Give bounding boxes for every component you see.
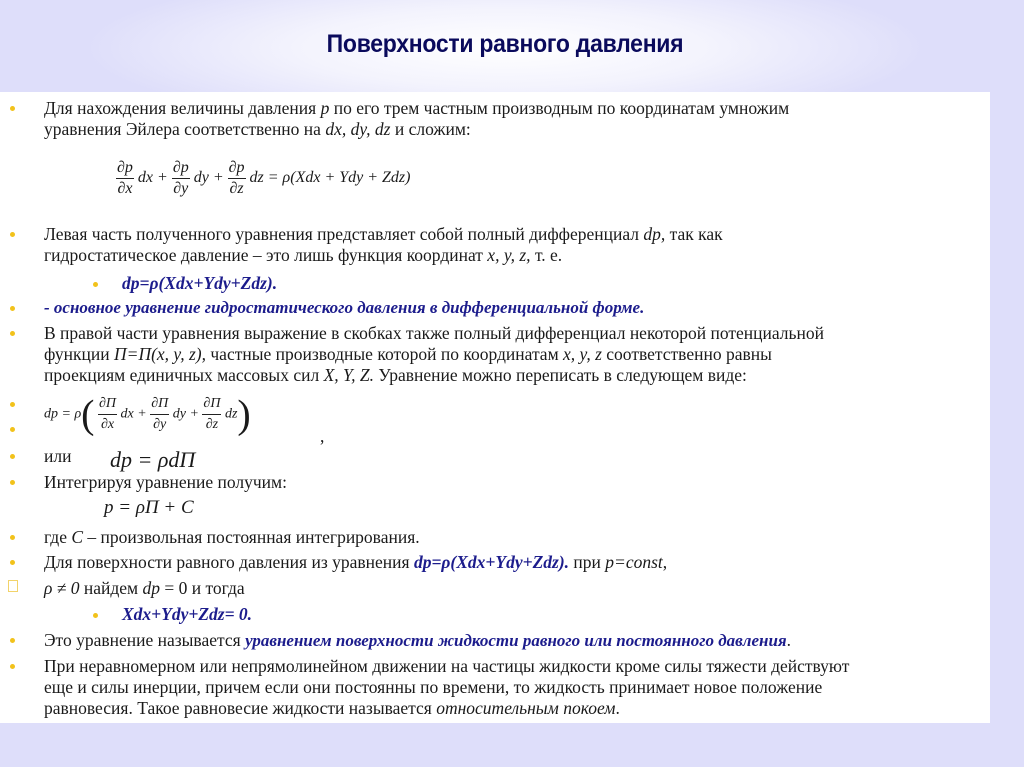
sub-bullet-icon — [93, 613, 98, 618]
text: и сложим: — [390, 119, 471, 139]
bullet-icon — [10, 454, 15, 459]
text: т. е. — [530, 245, 563, 265]
text: . — [615, 698, 620, 718]
text: проекциям единичных массовых сил — [44, 365, 324, 385]
term: dx + — [120, 406, 147, 422]
frac-den: ∂z — [229, 180, 244, 197]
var-dp: dp — [142, 578, 161, 598]
paragraph-potential: В правой части уравнения выражение в скобках также полный дифференциал некоторой потенциальной — [44, 323, 824, 343]
term: dz = ρ(Xdx + Ydy + Zdz) — [249, 169, 411, 187]
paragraph-potential-line2 — [44, 344, 772, 365]
var-dp: dp, — [643, 224, 666, 244]
text: Для нахождения величины давления — [44, 98, 321, 118]
paragraph-rho-nonzero — [44, 578, 245, 599]
text: соответственно равны — [601, 344, 772, 364]
text: найдем — [79, 578, 143, 598]
paragraph-integrating: Интегрируя уравнение получим: — [44, 472, 287, 492]
bullet-icon — [10, 664, 15, 669]
frac-num: ∂p — [228, 158, 246, 179]
frac-num: ∂П — [150, 394, 169, 415]
condition: p=const — [605, 552, 663, 572]
bullet-icon — [10, 427, 15, 432]
content-panel — [0, 92, 990, 723]
text: , — [662, 552, 668, 572]
paragraph-relative-rest: При неравномерном или непрямолинейном движении на частицы жидкости кроме силы тяжести действуют — [44, 656, 850, 676]
rho-condition: ρ ≠ 0 — [44, 578, 80, 598]
sub-bullet-icon — [93, 282, 98, 287]
paragraph-potential-line3 — [44, 365, 747, 386]
paragraph-left-side — [44, 224, 723, 245]
text: Уравнение можно переписать в следующем виде: — [374, 365, 747, 385]
or-label: или — [44, 446, 72, 466]
vars: x, y, z, — [487, 245, 531, 265]
bullet-icon — [10, 232, 15, 237]
formula-dp-inline: dp=ρ(Xdx+Ydy+Zdz). — [413, 552, 570, 572]
bullet-icon — [10, 638, 15, 643]
bullet-icon — [10, 331, 15, 336]
bullet-icon — [10, 306, 15, 311]
var-pi: П=П(x, y, z), — [114, 344, 206, 364]
text: . — [786, 630, 792, 650]
frac-den: ∂y — [173, 180, 189, 197]
formula-dp-rho-dpi: dp = ρdП — [110, 447, 196, 472]
term: dx + — [137, 169, 168, 187]
text: – произвольная постоянная интегрирования. — [83, 527, 420, 547]
paragraph-left-side-line2 — [44, 245, 562, 266]
text: так как — [665, 224, 723, 244]
slide-title: Поверхности равного давления — [326, 30, 684, 58]
basic-equation-caption: - основное уравнение гидростатического давления в дифференциальной форме. — [44, 298, 645, 317]
text: по его трем частным производным по координатам умножим — [329, 98, 790, 118]
paragraph-euler-intro — [44, 98, 789, 119]
bullet-icon — [10, 535, 15, 540]
equation-trailing-comma: , — [320, 426, 325, 446]
paragraph-constant — [44, 527, 420, 548]
paragraph-relative-rest-line3 — [44, 698, 620, 719]
text: равновесия. Такое равновесие жидкости называется — [44, 698, 437, 718]
bullet-icon — [10, 106, 15, 111]
equation-potential: dp = ρ( $\frac{\partial П}{\partial x}$ dx + $\frac{\partial П}{\partial y}$ dy + $\frac{\partial П}{\partial z}$ dz) — [44, 391, 251, 437]
square-bullet-icon — [8, 580, 18, 592]
frac-den: ∂y — [153, 417, 167, 432]
term: dz — [224, 406, 238, 422]
paragraph-equal-pressure — [44, 552, 667, 573]
text: при — [569, 552, 606, 572]
text: гидростатическое давление – это лишь функция координат — [44, 245, 488, 265]
paragraph-euler-intro-line2 — [44, 119, 471, 140]
paragraph-relative-rest-line2: еще и силы инерции, причем если они постоянны по времени, то жидкость принимает новое положение — [44, 677, 823, 697]
emphasis: относительным покоем — [436, 698, 616, 718]
formula-dp: dp=ρ(Xdx+Ydy+Zdz). — [122, 273, 278, 293]
frac-den: ∂x — [117, 180, 133, 197]
text: Это уравнение называется — [44, 630, 246, 650]
var-p: p — [320, 98, 330, 118]
text: = 0 и тогда — [160, 578, 245, 598]
frac-num: ∂П — [98, 394, 117, 415]
bullet-icon — [10, 480, 15, 485]
frac-den: ∂x — [100, 417, 115, 432]
text: где — [44, 527, 72, 547]
bullet-icon — [10, 560, 15, 565]
paragraph-naming — [44, 630, 791, 651]
text: Левая часть полученного уравнения представляет собой полный дифференциал — [44, 224, 644, 244]
frac-num: ∂p — [116, 158, 134, 179]
vars: X, Y, Z. — [323, 365, 374, 385]
formula-equal-pressure-surface: Xdx+Ydy+Zdz= 0. — [122, 604, 253, 624]
frac-num: ∂p — [172, 158, 190, 179]
vars: x, y, z — [563, 344, 602, 364]
text: Для поверхности равного давления из уравнения — [44, 552, 414, 572]
lhs: dp = ρ — [44, 406, 82, 422]
frac-den: ∂z — [205, 417, 219, 432]
text: частные производные которой по координатам — [206, 344, 564, 364]
formula-integrated: p = ρП + C — [104, 497, 194, 518]
text: уравнения Эйлера соответственно на — [44, 119, 326, 139]
emphasis: уравнением поверхности жидкости равного или постоянного давления — [245, 631, 787, 650]
bullet-icon — [10, 402, 15, 407]
term: dy + — [172, 406, 199, 422]
frac-num: ∂П — [202, 394, 221, 415]
slide-header — [0, 0, 1024, 92]
term: dy + — [193, 169, 224, 187]
var-c: C — [71, 527, 84, 547]
equation-total-differential — [116, 158, 410, 199]
vars: dx, dy, dz — [325, 119, 391, 139]
text: функции — [44, 344, 114, 364]
